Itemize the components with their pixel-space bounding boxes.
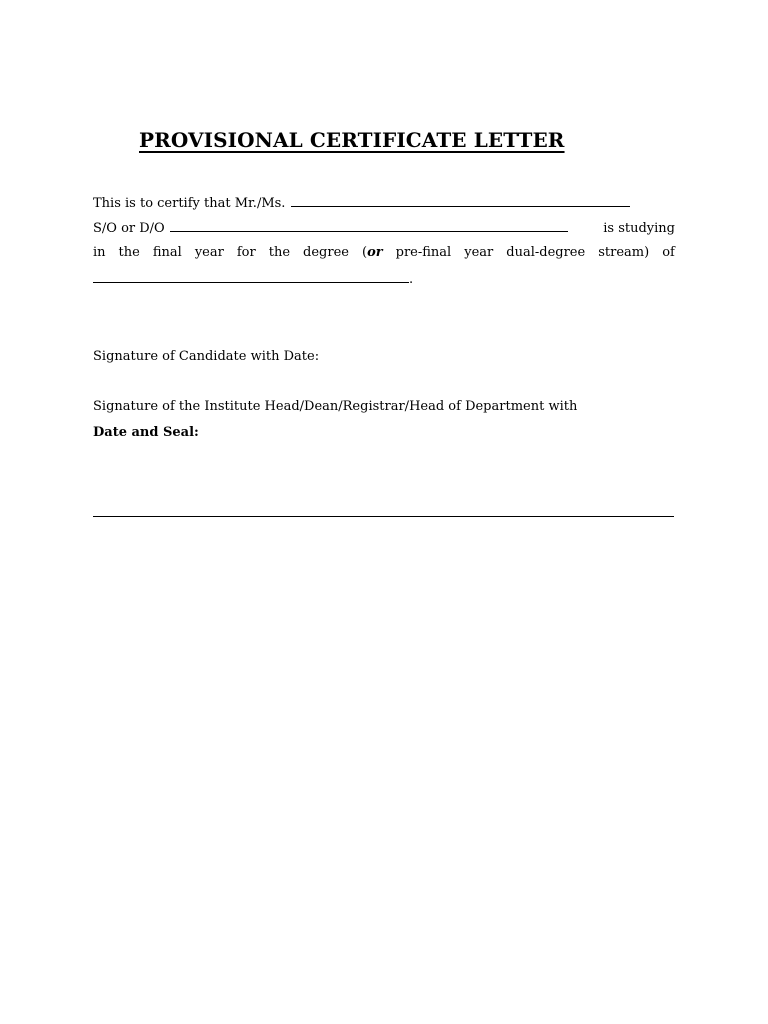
parent-prefix: S/O or D/O: [93, 221, 165, 236]
degree-line-word: the: [268, 245, 291, 260]
or-group: [362, 244, 383, 262]
signature-rule: [93, 516, 674, 517]
degree-line-word: the: [118, 245, 140, 260]
degree-line-word: in: [93, 245, 106, 260]
studying-suffix: is studying: [603, 221, 675, 236]
date-and-seal-label: Date and Seal:: [93, 425, 199, 440]
degree-line-word: degree: [303, 245, 349, 260]
or-emphasis: or: [367, 245, 383, 260]
open-paren: (: [362, 245, 368, 260]
degree-line-word: of: [662, 245, 675, 260]
degree-line-word: stream): [598, 245, 650, 260]
degree-line-word: year: [194, 245, 224, 260]
degree-period: .: [409, 272, 414, 287]
degree-line-word: final: [152, 245, 182, 260]
degree-line-word: for: [236, 245, 256, 260]
degree-line-word: year: [464, 245, 494, 260]
certify-prefix: This is to certify that Mr./Ms.: [93, 196, 286, 211]
name-blank-field[interactable]: [291, 194, 630, 207]
degree-line-word: pre-final: [395, 245, 452, 260]
degree-blank-field[interactable]: [93, 270, 409, 283]
candidate-signature-label: Signature of Candidate with Date:: [93, 349, 320, 364]
institute-signature-label: Signature of the Institute Head/Dean/Registrar/Head of Department with: [93, 399, 578, 414]
parent-line: [93, 219, 675, 237]
degree-line: [93, 244, 675, 262]
degree-blank-line: [93, 270, 675, 288]
degree-line-word: dual-degree: [506, 245, 586, 260]
document-title: PROVISIONAL CERTIFICATE LETTER: [139, 128, 565, 152]
certify-line: [93, 194, 675, 212]
parent-name-blank-field[interactable]: [170, 219, 568, 232]
